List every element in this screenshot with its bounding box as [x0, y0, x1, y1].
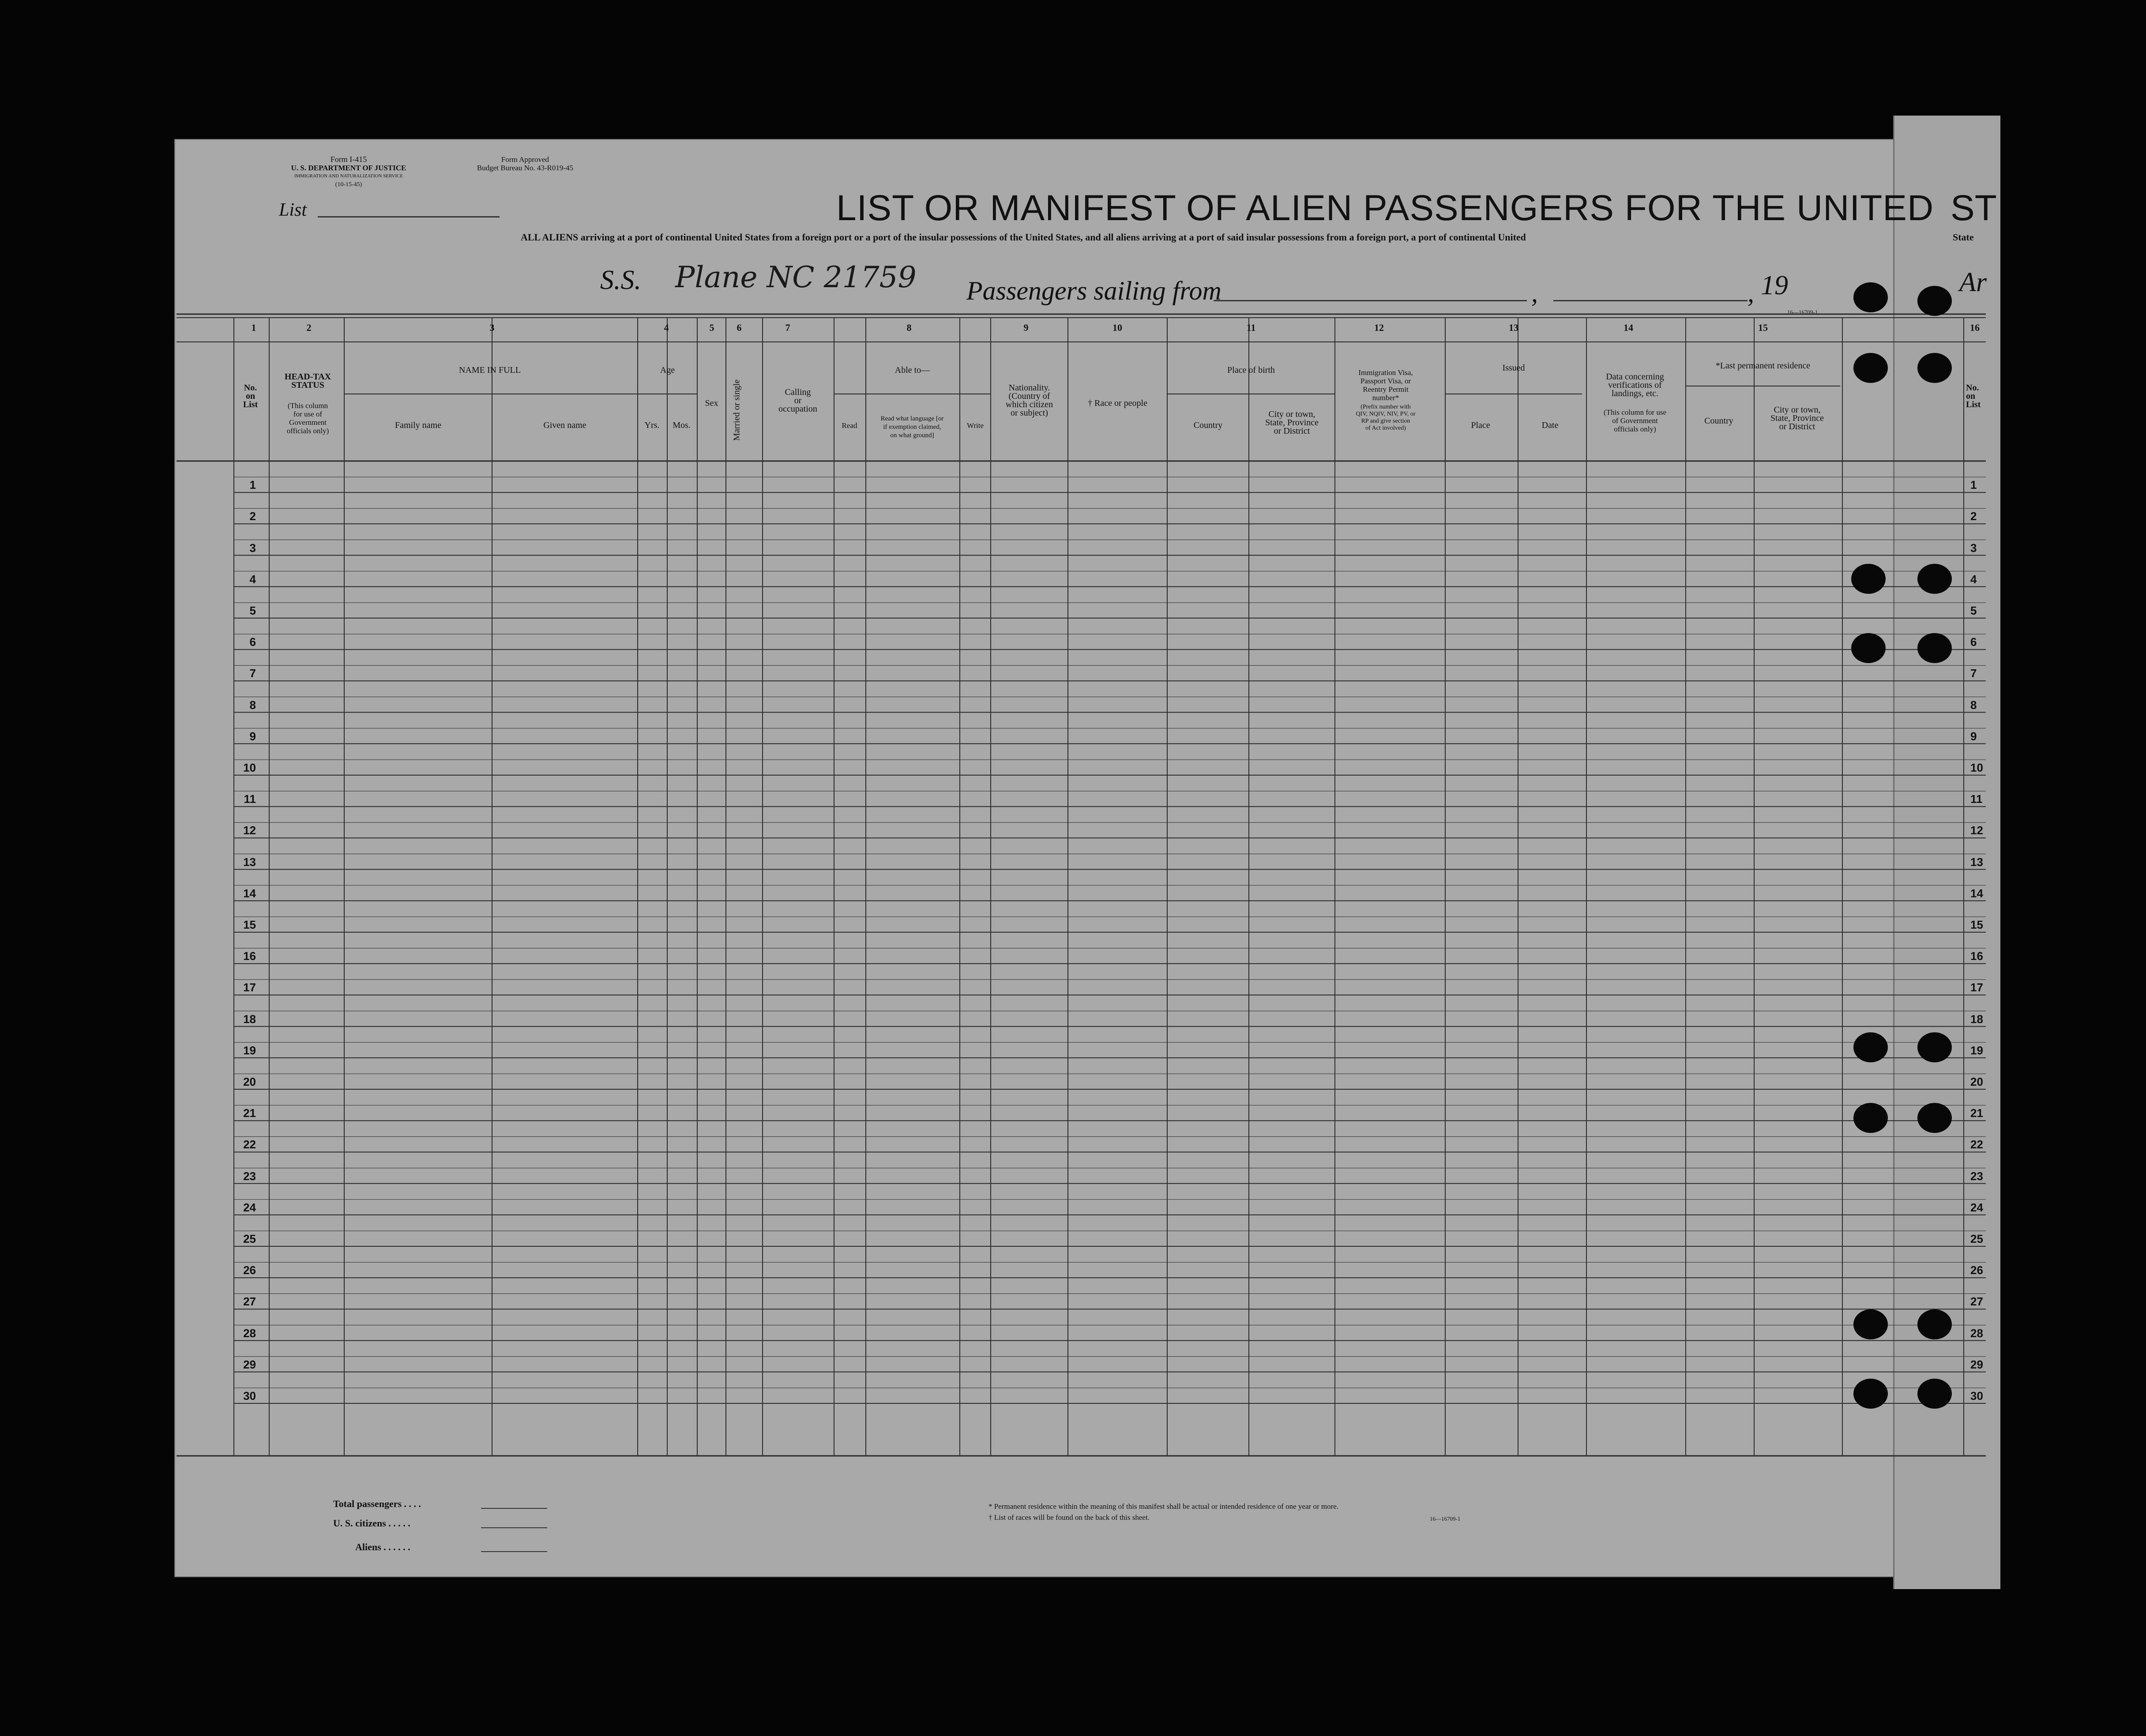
approval-line1: Form Approved: [501, 155, 549, 164]
row-number: 9: [249, 729, 256, 743]
row-number-right: 10: [1970, 761, 1983, 774]
column-number: 13: [1509, 322, 1518, 333]
row-number-right: 3: [1970, 541, 1977, 555]
ship-label: S.S.: [600, 265, 641, 295]
row-number-right: 21: [1970, 1106, 1983, 1120]
service: IMMIGRATION AND NATURALIZATION SERVICE: [294, 173, 403, 179]
column-number: 15: [1758, 322, 1768, 333]
header-visa-note: (Prefix number with QIV, NQIV, NIV, PV, or RP and give section of Act involved): [1356, 404, 1416, 431]
row-number: 6: [249, 635, 256, 649]
header-issued-date: Date: [1541, 420, 1559, 430]
row-number: 3: [249, 541, 256, 555]
row-number: 1: [249, 478, 256, 492]
header-yrs: Yrs.: [644, 420, 660, 430]
header-data-note: (This column for use of Government officials only): [1603, 408, 1667, 433]
row-number-right: 29: [1970, 1357, 1983, 1371]
row-number-right: 20: [1970, 1075, 1983, 1088]
row-number: 2: [249, 510, 256, 523]
column-number: 4: [664, 322, 669, 333]
total-passengers-label: Total passengers . . . .: [333, 1498, 421, 1509]
form-edition: (10-15-45): [335, 181, 362, 188]
header-birth-city: City or town, State, Province or District: [1265, 409, 1319, 436]
row-number-right: 19: [1970, 1043, 1983, 1057]
row-number-right: 8: [1970, 698, 1977, 712]
header-head-tax-note: (This column for use of Government officials only): [286, 401, 329, 435]
list-label: List: [279, 200, 307, 220]
binding-hole: [1851, 633, 1886, 663]
binding-hole: [1853, 1309, 1888, 1339]
header-nationality: Nationality. (Country of which citizen or subject): [1005, 383, 1053, 418]
header-no-on-list: No. on List: [243, 383, 258, 409]
row-number-right: 22: [1970, 1138, 1983, 1151]
row-number: 29: [243, 1357, 256, 1371]
binding-hole: [1853, 1379, 1888, 1409]
row-number-right: 18: [1970, 1012, 1983, 1026]
row-number: 17: [243, 981, 256, 994]
aliens-label: Aliens . . . . . .: [355, 1541, 410, 1552]
column-number: 9: [1023, 322, 1029, 333]
header-write: Write: [966, 421, 984, 430]
row-number: 19: [243, 1043, 256, 1057]
us-citizens-label: U. S. citizens . . . . .: [333, 1518, 410, 1529]
row-number: 30: [243, 1389, 256, 1402]
row-number-right: 4: [1970, 572, 1977, 586]
row-number-right: 1: [1970, 478, 1977, 492]
row-number: 16: [243, 949, 256, 963]
row-number-right: 6: [1970, 635, 1977, 649]
binding-hole: [1853, 1032, 1888, 1062]
row-number-right: 27: [1970, 1295, 1983, 1309]
column-number: 12: [1374, 322, 1384, 333]
header-race: † Race or people: [1088, 398, 1147, 408]
binding-hole: [1917, 353, 1952, 383]
page-subtitle: ALL ALIENS arriving at a port of continental United States from a foreign port or a port of the insular possessions of the United States, and all aliens arriving at a port of said insular possessions from a foreign port, a port of continental United: [521, 232, 1526, 243]
row-number-right: 12: [1970, 824, 1983, 837]
header-calling: Calling or occupation: [778, 387, 817, 414]
row-number-right: 17: [1970, 981, 1983, 994]
column-number: 11: [1246, 322, 1256, 333]
binding-hole: [1917, 1103, 1952, 1133]
binding-hole: [1917, 286, 1952, 316]
page-title: LIST OR MANIFEST OF ALIEN PASSENGERS FOR THE UNITED: [836, 188, 1934, 228]
column-number: 14: [1624, 322, 1633, 333]
binding-hole: [1853, 1103, 1888, 1133]
arriving-fragment: Ar: [1959, 267, 1987, 297]
column-number: 3: [489, 322, 495, 333]
row-number: 18: [243, 1012, 256, 1026]
comma-separator: ,: [1531, 278, 1538, 307]
row-number: 22: [243, 1138, 256, 1151]
footnote-residence: * Permanent residence within the meaning of this manifest shall be actual or intended residence of one year or more.: [988, 1502, 1339, 1511]
page-subtitle-continued: State: [1953, 232, 1974, 243]
header-name-in-full: NAME IN FULL: [459, 365, 521, 375]
header-data-concerning: Data concerning verifications of landings, etc.: [1606, 372, 1664, 398]
row-number-right: 2: [1970, 510, 1977, 523]
binding-hole: [1853, 282, 1888, 312]
row-number: 25: [243, 1232, 256, 1245]
row-number-right: 14: [1970, 886, 1983, 900]
row-number-right: 25: [1970, 1232, 1983, 1245]
header-issued: Issued: [1502, 363, 1525, 373]
column-number: 5: [709, 322, 714, 333]
row-number: 10: [243, 761, 256, 774]
column-number: 7: [785, 322, 790, 333]
row-number: 11: [244, 792, 256, 806]
header-res-country: Country: [1704, 416, 1733, 426]
page-title-continued: ST: [1951, 188, 1997, 228]
row-number: 12: [243, 824, 256, 837]
binding-hole: [1917, 1309, 1952, 1339]
row-number: 13: [243, 855, 256, 869]
row-number: 5: [249, 604, 256, 617]
header-head-tax: HEAD-TAX STATUS: [284, 372, 331, 390]
header-last-residence: *Last permanent residence: [1715, 361, 1811, 371]
header-mos: Mos.: [673, 420, 691, 430]
ship-name-handwritten: Plane NC 21759: [675, 260, 917, 294]
binding-hole: [1917, 564, 1952, 594]
row-number-right: 23: [1970, 1169, 1983, 1183]
print-code-top: 16—16709-1: [1787, 309, 1818, 315]
us-citizens-line: [481, 1527, 547, 1528]
row-number: 15: [243, 918, 256, 931]
department: U. S. DEPARTMENT OF JUSTICE: [291, 164, 406, 172]
header-family-name: Family name: [395, 420, 441, 430]
row-number-right: 24: [1970, 1200, 1983, 1214]
header-res-city: City or town, State, Province or District: [1770, 405, 1824, 431]
header-sex: Sex: [705, 398, 718, 408]
aliens-line: [481, 1551, 547, 1552]
column-number: 2: [306, 322, 312, 333]
print-code-bottom: 16—16709-1: [1430, 1515, 1461, 1522]
comma-separator: ,: [1748, 278, 1754, 307]
column-number: 1: [251, 322, 256, 333]
row-number: 26: [243, 1264, 256, 1277]
header-given-name: Given name: [543, 420, 586, 430]
column-number: 8: [906, 322, 912, 333]
row-number-right: 30: [1970, 1389, 1983, 1402]
binding-hole: [1917, 1032, 1952, 1062]
row-number-right: 7: [1970, 667, 1977, 680]
row-number-right: 26: [1970, 1264, 1983, 1277]
header-married-single: Married or single: [732, 379, 742, 441]
row-number: 23: [243, 1169, 256, 1183]
year-label: 19: [1761, 270, 1788, 300]
binding-hole: [1851, 564, 1886, 594]
footnote-races: † List of races will be found on the back of this sheet.: [988, 1513, 1150, 1522]
row-number-right: 28: [1970, 1326, 1983, 1340]
header-birth-country: Country: [1193, 420, 1223, 430]
row-number-right: 5: [1970, 604, 1977, 617]
sailing-label: Passengers sailing from: [966, 276, 1221, 305]
row-number: 7: [249, 667, 256, 680]
binding-hole: [1853, 353, 1888, 383]
row-number: 4: [249, 572, 256, 586]
row-number: 8: [249, 698, 256, 712]
header-read: Read: [842, 421, 857, 430]
total-passengers-line: [481, 1508, 547, 1509]
header-read-language: Read what language [or if exemption claimed, on what ground]: [880, 415, 944, 439]
row-number-right: 9: [1970, 729, 1977, 743]
header-place-of-birth: Place of birth: [1227, 365, 1275, 375]
column-number: 10: [1112, 322, 1122, 333]
row-number-right: 15: [1970, 918, 1983, 931]
form-number: Form I-415: [330, 155, 367, 164]
column-number: 6: [737, 322, 742, 333]
header-visa: Immigration Visa, Passport Visa, or Reentry Permit number*: [1358, 368, 1413, 402]
row-number-right: 16: [1970, 949, 1983, 963]
row-number: 20: [243, 1075, 256, 1088]
binding-hole: [1917, 1379, 1952, 1409]
approval-line2: Budget Bureau No. 43-R019-45: [477, 164, 574, 172]
header-issued-place: Place: [1471, 420, 1490, 430]
row-number-right: 11: [1970, 792, 1983, 806]
header-no-on-list-right: No. on List: [1966, 383, 1981, 409]
row-number: 27: [243, 1295, 256, 1309]
row-number: 24: [243, 1200, 256, 1214]
row-number-right: 13: [1970, 855, 1983, 869]
row-number: 28: [243, 1326, 256, 1340]
header-able-to: Able to—: [894, 365, 930, 375]
row-number: 14: [243, 886, 256, 900]
row-number: 21: [243, 1106, 256, 1120]
binding-hole: [1917, 633, 1952, 663]
column-number: 16: [1970, 322, 1980, 333]
header-age: Age: [660, 365, 675, 375]
